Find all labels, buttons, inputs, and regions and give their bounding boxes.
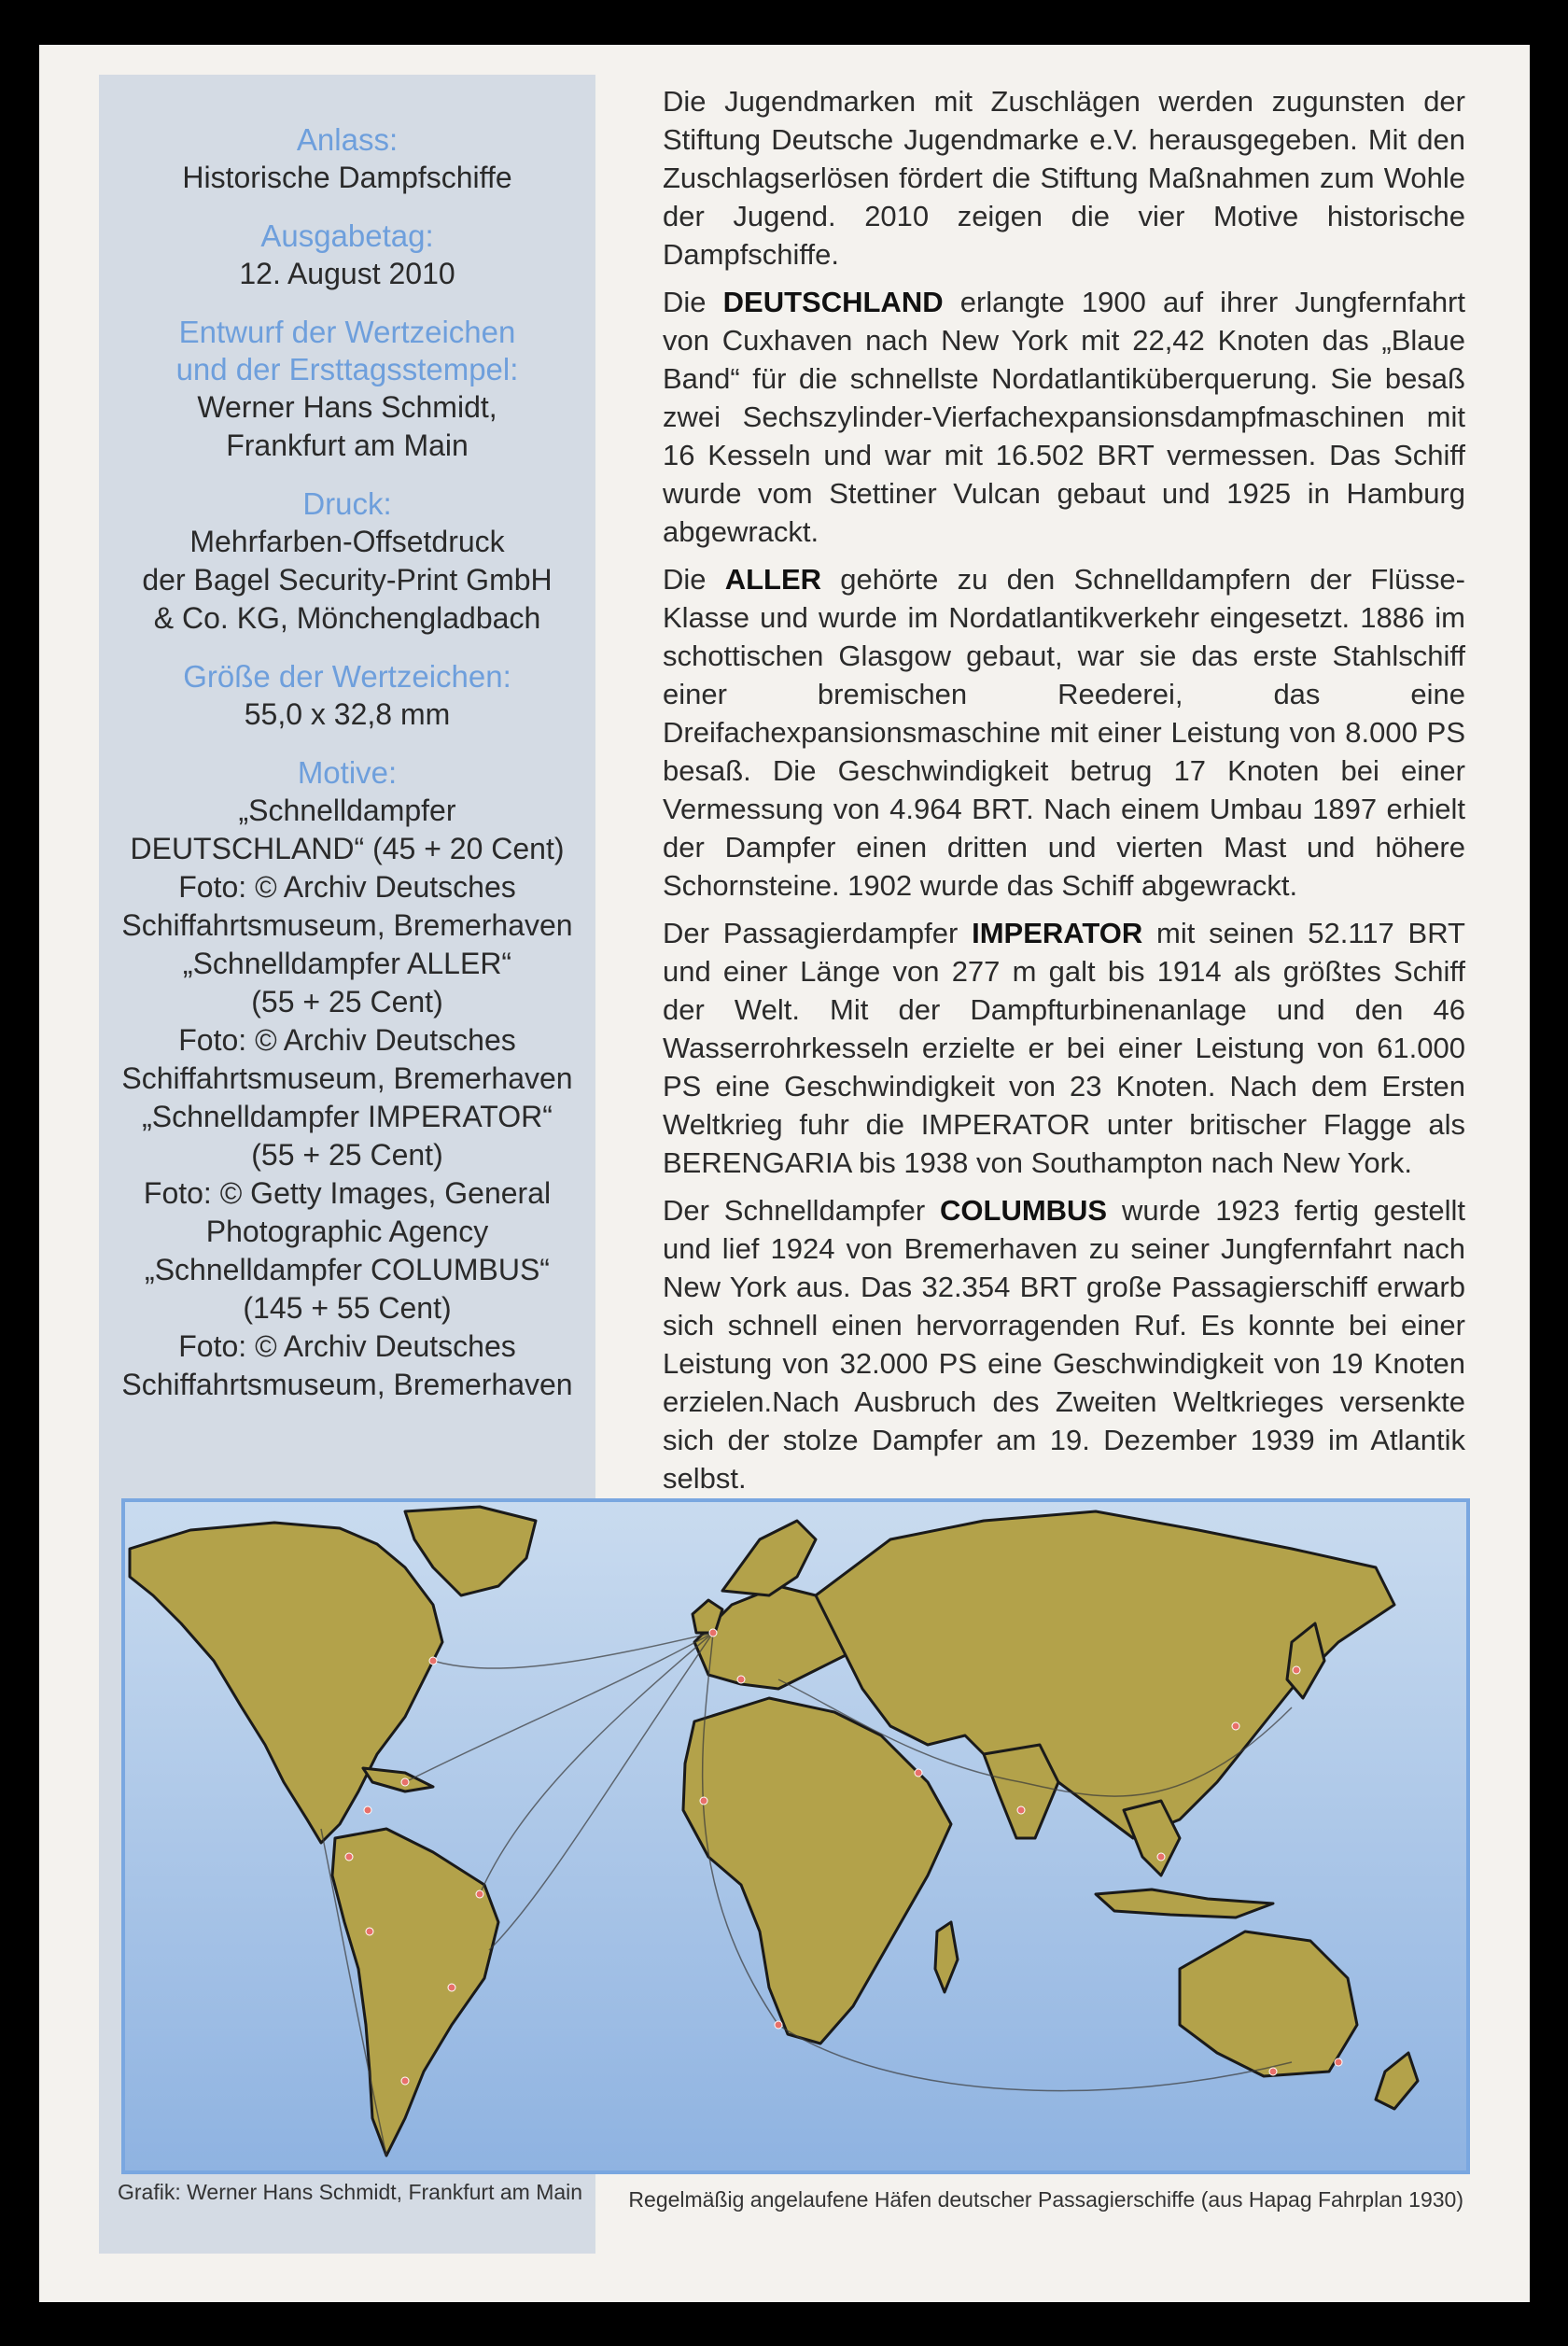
india <box>984 1745 1058 1838</box>
section-label: Druck: <box>302 486 392 521</box>
north-america <box>130 1523 442 1843</box>
section-value: Historische Dampfschiffe <box>182 161 512 194</box>
port-marker <box>1269 2068 1277 2075</box>
text: Der Schnelldampfer <box>663 1194 941 1227</box>
madagascar <box>935 1922 958 1992</box>
section-ausgabetag <box>99 218 595 293</box>
text: mit seinen 52.117 BRT und einer Länge von 277 m galt bis 1914 als größtes Schiff der Welt. Mit der Dampfturbinenanlage und den 46 Wasserrohrkesseln erzielte er bei einer Leistung von 61.000 PS eine Geschwindigkeit von 23 Knoten. Nach dem Ersten Weltkrieg fuhr die IMPERATOR unter britischer Flagge als BERENGARIA bis 1938 von Southampton nach New York. <box>663 917 1465 1179</box>
port-marker <box>401 2077 409 2085</box>
sidebar-content <box>99 121 595 1425</box>
text: Die <box>663 563 725 596</box>
section-value: Mehrfarben-Offsetdruck <box>189 525 505 558</box>
section-value: Frankfurt am Main <box>226 428 469 462</box>
motive-line: Foto: © Getty Images, General <box>143 1176 552 1210</box>
greenland <box>405 1507 536 1595</box>
new-zealand <box>1376 2053 1418 2109</box>
scandinavia <box>722 1521 816 1595</box>
paragraph-columbus <box>663 1191 1465 1497</box>
map-caption: Regelmäßig angelaufene Häfen deutscher Passagierschiffe (aus Hapag Fahrplan 1930) <box>628 2187 1463 2212</box>
world-map <box>121 1498 1470 2174</box>
port-marker <box>1157 1853 1165 1861</box>
section-value: 55,0 x 32,8 mm <box>244 697 451 731</box>
text: Der Passagierdampfer <box>663 917 973 949</box>
port-marker <box>737 1676 745 1683</box>
section-label: Anlass: <box>296 122 399 157</box>
motive-line: Schiffahrtsmuseum, Bremerhaven <box>121 1368 573 1401</box>
route <box>480 1633 713 1894</box>
paragraph-imperator <box>663 914 1465 1182</box>
section-value: Werner Hans Schmidt, <box>197 390 497 424</box>
text: erlangte 1900 auf ihrer Jungfernfahrt von Cuxhaven nach New York mit 22,42 Knoten das „Blaue Band“ für die schnellste Nordatlantiküberquerung. Sie besaß zwei Sechszylinder-Vierfachexpansionsdampfmaschinen mit 16 Kesseln und war mit 16.502 BRT vermessen. Das Schiff wurde vom Stettiner Vulcan gebaut und 1925 in Hamburg abgewrackt. <box>663 286 1465 548</box>
paragraph-intro: Die Jugendmarken mit Zuschlägen werden zugunsten der Stiftung Deutsche Jugendmarke e.V. herausgegeben. Mit den Zuschlagserlösen fördert die Stiftung Maßnahmen zum Wohle der Jugend. 2010 zeigen die vier Motive historische Dampfschiffe. <box>663 85 1465 271</box>
motive-line: „Schnelldampfer ALLER“ <box>182 947 512 980</box>
port-marker <box>1293 1666 1300 1674</box>
route <box>489 1633 713 1950</box>
paragraph-deutschland <box>663 283 1465 551</box>
indonesia <box>1096 1889 1273 1918</box>
ship-name-aller: ALLER <box>724 563 822 596</box>
port-marker <box>448 1984 455 1991</box>
port-marker <box>1232 1722 1239 1730</box>
port-marker <box>429 1657 437 1665</box>
motive-line: „Schnelldampfer <box>238 794 456 827</box>
port-marker <box>364 1806 371 1814</box>
port-marker <box>345 1853 353 1861</box>
port-marker <box>700 1797 707 1805</box>
motive-line: Foto: © Archiv Deutsches <box>178 870 516 904</box>
map-credit: Grafik: Werner Hans Schmidt, Frankfurt am Main <box>118 2180 583 2204</box>
text: Die <box>663 286 723 318</box>
motive-line: (145 + 55 Cent) <box>243 1291 452 1325</box>
section-label: Entwurf der Wertzeichen <box>178 315 516 349</box>
text: gehörte zu den Schnelldampfern der Flüsse-Klasse und wurde im Nordatlantikverkehr eingesetzt. 1886 im schottischen Glasgow gebaut, war sie das erste Stahlschiff einer bremischen Reederei, das eine Dreifachexpansionsmaschine mit einer Leistung von 8.000 PS besaß. Die Geschwindigkeit betrug 17 Knoten bei einer Vermessung von 4.964 BRT. Nach einem Umbau 1897 erhielt der Dampfer einen dritten und vierten Mast und höhere Schornsteine. 1902 wurde das Schiff abgewrackt. <box>663 563 1465 902</box>
section-anlass <box>99 121 595 197</box>
port-marker <box>1335 2058 1342 2066</box>
section-motive <box>99 754 595 1404</box>
ship-name-columbus: COLUMBUS <box>940 1194 1108 1227</box>
route <box>405 1633 713 1782</box>
section-label-2: und der Ersttagsstempel: <box>175 352 519 386</box>
section-value: & Co. KG, Mönchengladbach <box>153 601 541 635</box>
section-label: Motive: <box>297 755 398 790</box>
motive-line: „Schnelldampfer IMPERATOR“ <box>142 1100 553 1133</box>
motive-line: (55 + 25 Cent) <box>251 1138 443 1172</box>
port-marker <box>915 1769 922 1777</box>
motive-line: Foto: © Archiv Deutsches <box>178 1023 516 1057</box>
section-entwurf <box>99 314 595 465</box>
section-label: Ausgabetag: <box>260 218 434 253</box>
route <box>433 1633 713 1668</box>
article-body <box>663 82 1465 1507</box>
british-isles <box>693 1600 722 1633</box>
port-marker <box>401 1778 409 1786</box>
africa <box>683 1698 951 2044</box>
motive-line: Schiffahrtsmuseum, Bremerhaven <box>121 908 573 942</box>
motive-line: Schiffahrtsmuseum, Bremerhaven <box>121 1061 573 1095</box>
port-marker <box>476 1890 483 1898</box>
paragraph-aller <box>663 560 1465 905</box>
section-value: 12. August 2010 <box>239 257 455 290</box>
section-groesse <box>99 658 595 734</box>
section-value: der Bagel Security-Print GmbH <box>142 563 553 597</box>
south-america <box>332 1829 498 2156</box>
motive-line: (55 + 25 Cent) <box>251 985 443 1018</box>
port-marker <box>366 1928 373 1935</box>
text: wurde 1923 fertig gestellt und lief 1924 von Bremerhaven zu seiner Jungfernfahrt nach New York aus. Das 32.354 BRT große Passagierschiff erwarb sich schnell einen hervorragenden Ruf. Es konnte bei einer Leistung von 32.000 PS eine Geschwindigkeit von 19 Knoten erzielen.Nach Ausbruch des Zweiten Weltkrieges versenkte sich der stolze Dampfer am 19. Dezember 1939 im Atlantik selbst. <box>663 1194 1465 1495</box>
ship-name-imperator: IMPERATOR <box>972 917 1143 949</box>
ship-name-deutschland: DEUTSCHLAND <box>722 286 944 318</box>
motive-line: DEUTSCHLAND“ (45 + 20 Cent) <box>130 832 565 865</box>
section-label: Größe der Wertzeichen: <box>183 659 511 694</box>
world-map-graphic <box>125 1502 1466 2170</box>
motive-line: Photographic Agency <box>205 1215 489 1248</box>
australia <box>1180 1932 1357 2076</box>
port-marker <box>1017 1806 1025 1814</box>
landmasses <box>130 1507 1418 2156</box>
motive-line: Foto: © Archiv Deutsches <box>178 1329 516 1363</box>
section-druck <box>99 485 595 638</box>
motive-line: „Schnelldampfer COLUMBUS“ <box>145 1253 550 1286</box>
port-marker <box>709 1629 717 1637</box>
port-marker <box>775 2021 782 2029</box>
caribbean-island <box>363 1768 433 1791</box>
